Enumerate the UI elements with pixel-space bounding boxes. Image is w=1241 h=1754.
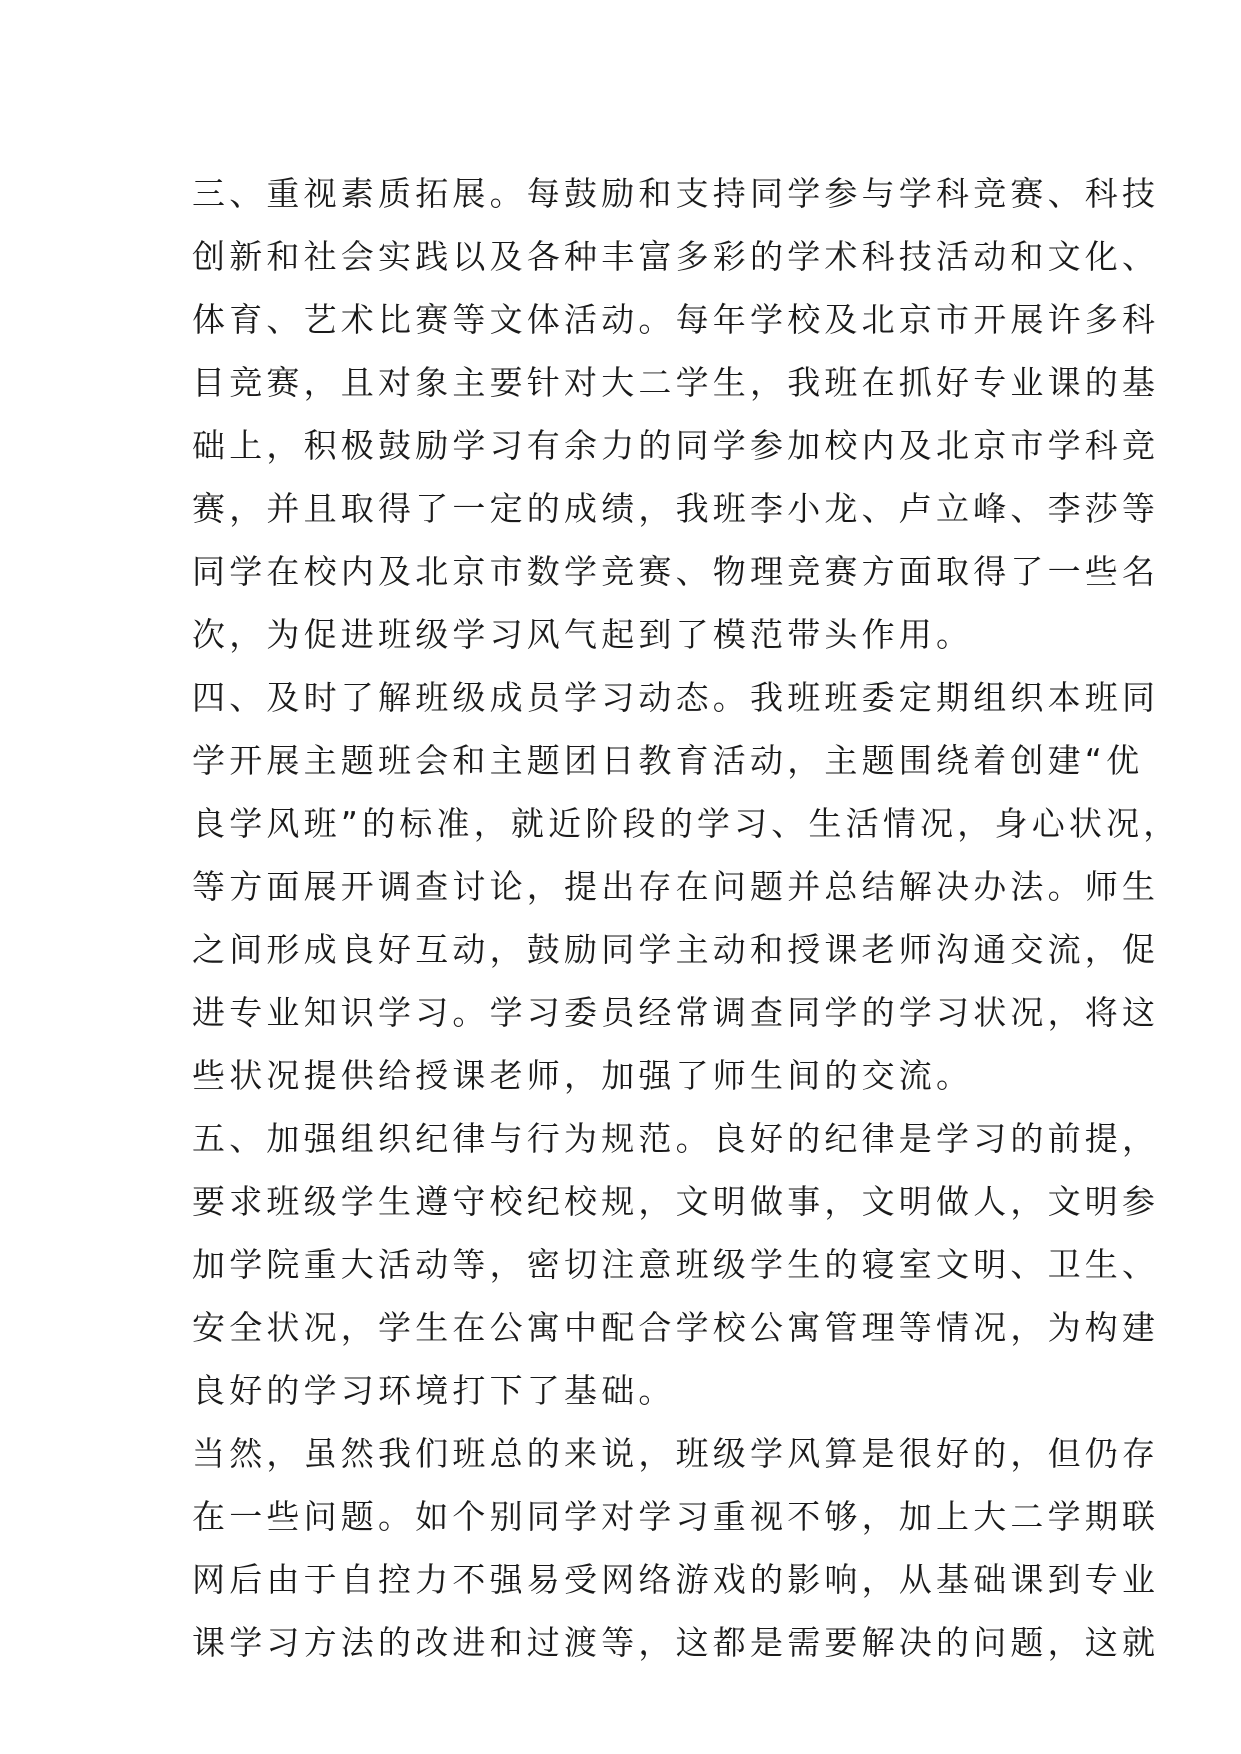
text-line: 良学风班”的标准，就近阶段的学习、生活情况，身心状况， (192, 804, 1181, 843)
text-line: 要求班级学生遵守校纪校规，文明做事，文明做人，文明参 (192, 1182, 1160, 1221)
text-line: 进专业知识学习。学习委员经常调查同学的学习状况，将这 (192, 993, 1160, 1032)
text-line: 学开展主题班会和主题团日教育活动，主题围绕着创建“优 (192, 741, 1144, 780)
text-line: 当然，虽然我们班总的来说，班级学风算是很好的，但仍存 (192, 1434, 1160, 1473)
text-line: 等方面展开调查讨论，提出存在问题并总结解决办法。师生 (192, 867, 1160, 906)
text-line: 目竞赛，且对象主要针对大二学生，我班在抓好专业课的基 (192, 363, 1160, 402)
text-line: 五、加强组织纪律与行为规范。良好的纪律是学习的前提， (192, 1119, 1160, 1158)
text-line: 四、及时了解班级成员学习动态。我班班委定期组织本班同 (192, 678, 1160, 717)
text-line: 加学院重大活动等，密切注意班级学生的寝室文明、卫生、 (192, 1245, 1160, 1284)
text-line: 同学在校内及北京市数学竞赛、物理竞赛方面取得了一些名 (192, 552, 1160, 591)
text-line: 三、重视素质拓展。每鼓励和支持同学参与学科竞赛、科技 (192, 174, 1160, 213)
text-line: 体育、艺术比赛等文体活动。每年学校及北京市开展许多科 (192, 300, 1160, 339)
text-line: 赛，并且取得了一定的成绩，我班李小龙、卢立峰、李莎等 (192, 489, 1160, 528)
text-line: 创新和社会实践以及各种丰富多彩的学术科技活动和文化、 (192, 237, 1160, 276)
text-line: 安全状况，学生在公寓中配合学校公寓管理等情况，为构建 (192, 1308, 1160, 1347)
text-line: 些状况提供给授课老师，加强了师生间的交流。 (192, 1056, 974, 1095)
text-line: 课学习方法的改进和过渡等，这都是需要解决的问题，这就 (192, 1623, 1160, 1662)
text-line: 之间形成良好互动，鼓励同学主动和授课老师沟通交流，促 (192, 930, 1160, 969)
text-line: 网后由于自控力不强易受网络游戏的影响，从基础课到专业 (192, 1560, 1160, 1599)
text-line: 良好的学习环境打下了基础。 (192, 1371, 676, 1410)
document-body (192, 162, 1181, 1674)
text-line: 次，为促进班级学习风气起到了模范带头作用。 (192, 615, 974, 654)
text-line: 础上，积极鼓励学习有余力的同学参加校内及北京市学科竞 (192, 426, 1160, 465)
text-line: 在一些问题。如个别同学对学习重视不够，加上大二学期联 (192, 1497, 1160, 1536)
